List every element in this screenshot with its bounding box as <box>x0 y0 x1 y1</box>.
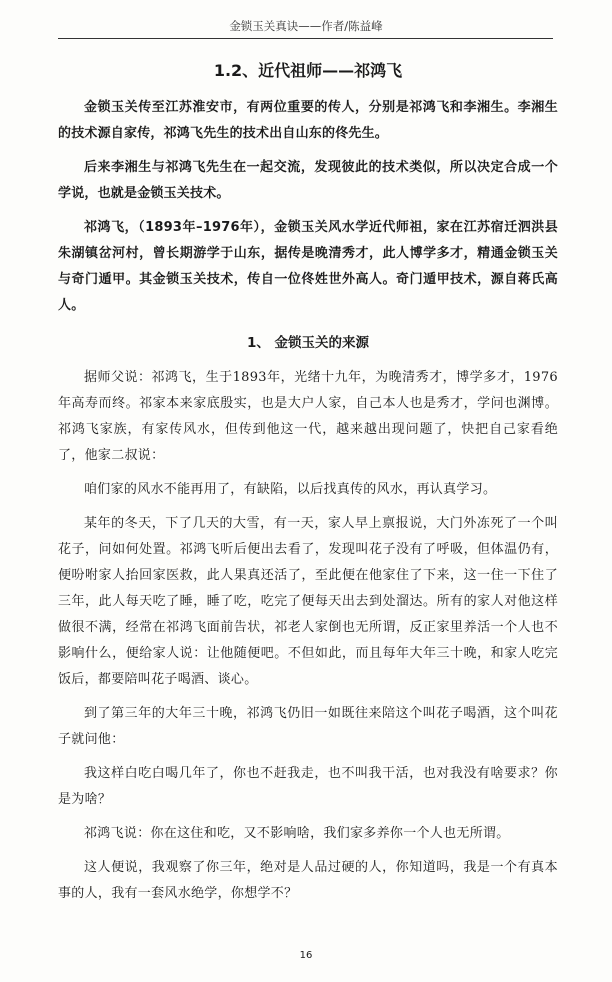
body-paragraph: 咱们家的风水不能再用了，有缺陷，以后找真传的风水，再认真学习。 <box>84 482 497 497</box>
header-divider <box>58 38 553 39</box>
body-paragraph: 据师父说：祁鸿飞，生于1893年，光绪十九年，为晚清秀才，博学多才，1976年高寿而终。祁家本来家底殷实，也是大户人家，自己本人也是秀才，学问也渊博。祁鸿飞家族，有家传风水，但传到他这一代，越来越出现问题了，快把自己家看绝了，他家二叔说： <box>58 370 558 463</box>
page-content <box>58 58 558 915</box>
lead-section <box>58 95 558 319</box>
lead-paragraph: 金锁玉关传至江苏淮安市，有两位重要的传人，分别是祁鸿飞和李湘生。李湘生的技术源自家传，祁鸿飞先生的技术出自山东的佟先生。 <box>58 100 558 141</box>
body-paragraph: 到了第三年的大年三十晚，祁鸿飞仍旧一如既往来陪这个叫花子喝酒，这个叫花子就问他： <box>58 706 558 747</box>
running-header: 金锁玉关真诀——作者/陈益峰 <box>229 19 383 33</box>
body-paragraph: 祁鸿飞说：你在这住和吃，又不影响啥，我们家多养你一个人也无所谓。 <box>84 826 510 841</box>
lead-paragraph: 后来李湘生与祁鸿飞先生在一起交流，发现彼此的技术类似，所以决定合成一个学说，也就是金锁玉关技术。 <box>58 160 558 201</box>
body-paragraph: 这人便说，我观察了你三年，绝对是人品过硬的人，你知道吗，我是一个有真本事的人，我有一套风水绝学，你想学不？ <box>58 860 558 901</box>
section-title: 1、 金锁玉关的来源 <box>246 335 370 351</box>
body-paragraph: 我这样白吃白喝几年了，你也不赶我走，也不叫我干活，也对我没有啥要求？你是为啥？ <box>58 766 558 807</box>
page-number: 16 <box>299 950 313 961</box>
lead-paragraph: 祁鸿飞，（1893年–1976年），金锁玉关风水学近代师祖，家在江苏宿迁泗洪县朱湖镇岔河村，曾长期游学于山东，据传是晚清秀才，此人博学多才，精通金锁玉关与奇门遁甲。其金锁玉关技术，传自一位佟姓世外高人。奇门遁甲技术，源自蒋氏高人。 <box>58 220 558 313</box>
body-section <box>58 365 558 907</box>
chapter-title: 1.2、近代祖师——祁鸿飞 <box>213 61 403 80</box>
body-paragraph: 某年的冬天，下了几天的大雪，有一天，家人早上禀报说，大门外冻死了一个叫花子，问如何处置。祁鸿飞听后便出去看了，发现叫花子没有了呼吸，但体温仍有，便吩咐家人抬回家医救，此人果真还活了，至此便在他家住了下来，这一住一下住了三年，此人每天吃了睡，睡了吃，吃完了便每天出去到处溜达。所有的家人对他这样做很不满，经常在祁鸿飞面前告状，祁老人家倒也无所谓，反正家里养活一个人也不影响什么，便给家人说：让他随便吧。不但如此，而且每年大年三十晚，和家人吃完饭后，都要陪叫花子喝酒、谈心。 <box>58 516 558 687</box>
